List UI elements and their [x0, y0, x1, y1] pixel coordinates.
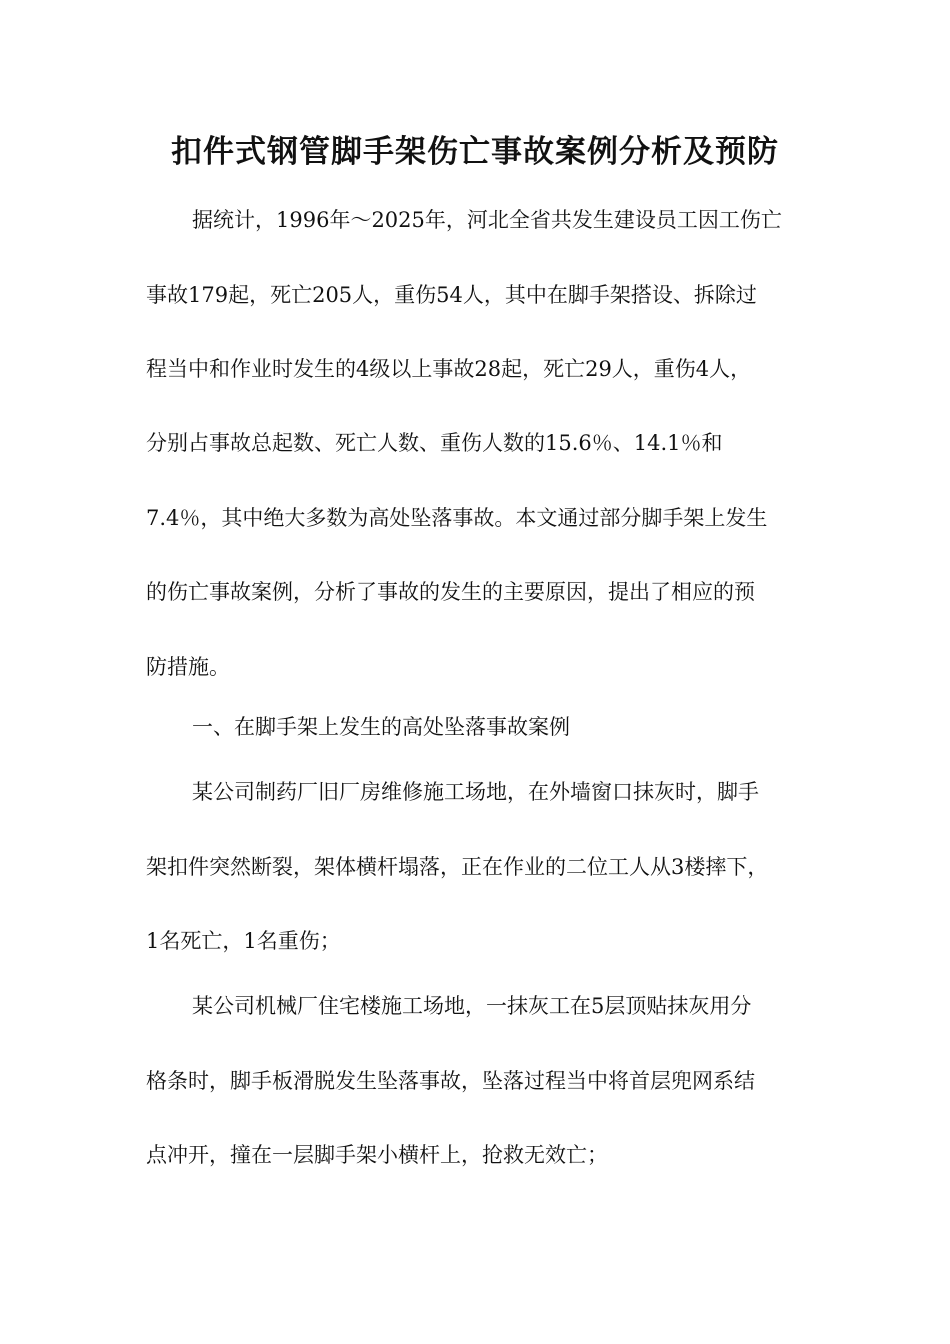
paragraph-line: 据统计，1996年～2025年，河北全省共发生建设员工因工伤亡 [192, 208, 782, 232]
paragraph-line: 事故179起，死亡205人，重伤54人，其中在脚手架搭设、拆除过 [146, 283, 757, 307]
paragraph-line: 架扣件突然断裂，架体横杆塌落，正在作业的二位工人从3楼摔下， [146, 855, 769, 879]
paragraph-line: 某公司机械厂住宅楼施工场地，一抹灰工在5层顶贴抹灰用分 [192, 994, 752, 1018]
section-heading: 一、在脚手架上发生的高处坠落事故案例 [192, 715, 570, 739]
paragraph-line: 格条时，脚手板滑脱发生坠落事故，坠落过程当中将首层兜网系结 [146, 1069, 755, 1093]
paragraph-line: 1名死亡，1名重伤； [146, 929, 341, 953]
paragraph-line: 的伤亡事故案例，分析了事故的发生的主要原因，提出了相应的预 [146, 580, 755, 604]
paragraph-line: 防措施。 [146, 655, 230, 679]
paragraph-line: 点冲开，撞在一层脚手架小横杆上，抢救无效亡； [146, 1143, 608, 1167]
document-title: 扣件式钢管脚手架伤亡事故案例分析及预防 [171, 134, 779, 170]
paragraph-line: 7.4％，其中绝大多数为高处坠落事故。本文通过部分脚手架上发生 [146, 506, 768, 530]
paragraph-line: 某公司制药厂旧厂房维修施工场地，在外墙窗口抹灰时，脚手 [192, 780, 759, 804]
paragraph-line: 程当中和作业时发生的4级以上事故28起，死亡29人，重伤4人， [146, 357, 752, 381]
paragraph-line: 分别占事故总起数、死亡人数、重伤人数的15.6％、14.1％和 [146, 431, 723, 455]
